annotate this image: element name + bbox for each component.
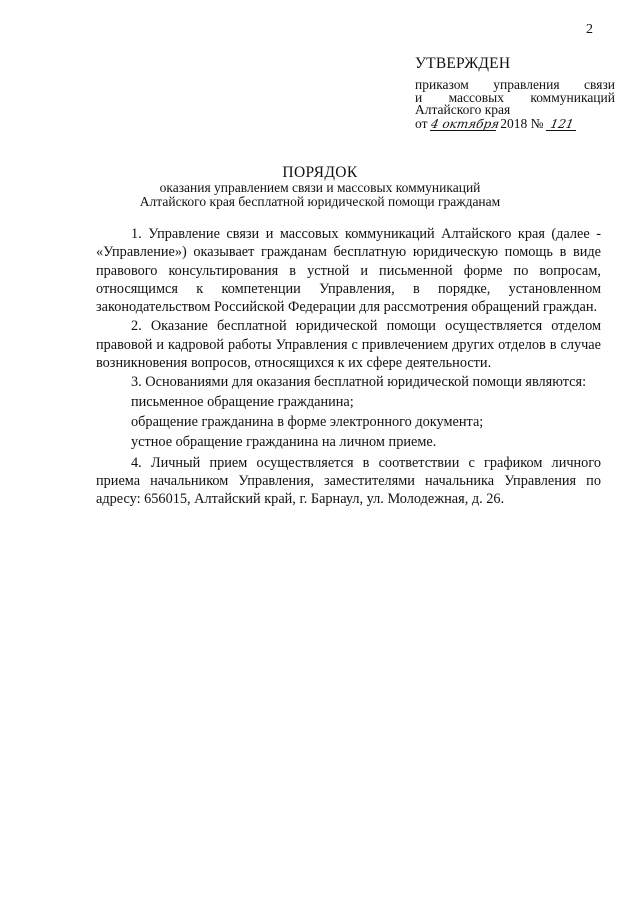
- approval-block: [415, 55, 615, 131]
- number-prefix: №: [530, 115, 544, 131]
- page-number: 2: [586, 22, 593, 37]
- paragraph-3: 3. Основаниями для оказания бесплатной юридической помощи являются:: [131, 374, 587, 391]
- date-prefix: от: [415, 115, 428, 131]
- approval-date-line: [415, 117, 615, 131]
- document-body: [96, 225, 601, 509]
- document-title: ПОРЯДОК: [282, 164, 358, 181]
- approval-line-3: Алтайского края: [415, 102, 511, 117]
- approval-line-2: и массовых коммуникаций: [415, 89, 615, 105]
- paragraph-2: 2. Оказание бесплатной юридической помощи осуществляется отделом правовой и кадровой работы Управления с привлечением других отделов в случае возникновения вопросов, относящихся к их сфере деятельности.: [96, 318, 601, 372]
- handwritten-number: 121: [546, 118, 578, 131]
- approval-year: 2018: [500, 115, 528, 131]
- paragraph-1: 1. Управление связи и массовых коммуникаций Алтайского края (далее - «Управление») оказывает гражданам бесплатную юридическую помощь в виде правового консультирования в устной и письменной форме по вопросам, относящимся к компетенции Управления, в порядке, установленном законодательством Российской Федерации для рассмотрения обращений граждан.: [96, 226, 601, 316]
- list-item-oral-appeal: устное обращение гражданина на личном приеме.: [131, 434, 437, 451]
- handwritten-date: 4 октября: [429, 116, 501, 131]
- list-item-written-appeal: письменное обращение гражданина;: [131, 393, 354, 410]
- document-subtitle-line-2: Алтайского края бесплатной юридической помощи гражданам: [139, 194, 501, 209]
- approval-title: УТВЕРЖДЕН: [415, 55, 511, 72]
- list-item-electronic-appeal: обращение гражданина в форме электронного документа;: [131, 413, 484, 430]
- document-subtitle-line-1: оказания управлением связи и массовых коммуникаций: [159, 180, 481, 195]
- paragraph-4: 4. Личный прием осуществляется в соответствии с графиком личного приема начальником Управления, заместителями начальника Управления по адресу: 656015, Алтайский край, г. Барнаул, ул. Молодежная, д. 26.: [96, 454, 601, 508]
- approval-line-1: приказом управления связи: [415, 77, 615, 92]
